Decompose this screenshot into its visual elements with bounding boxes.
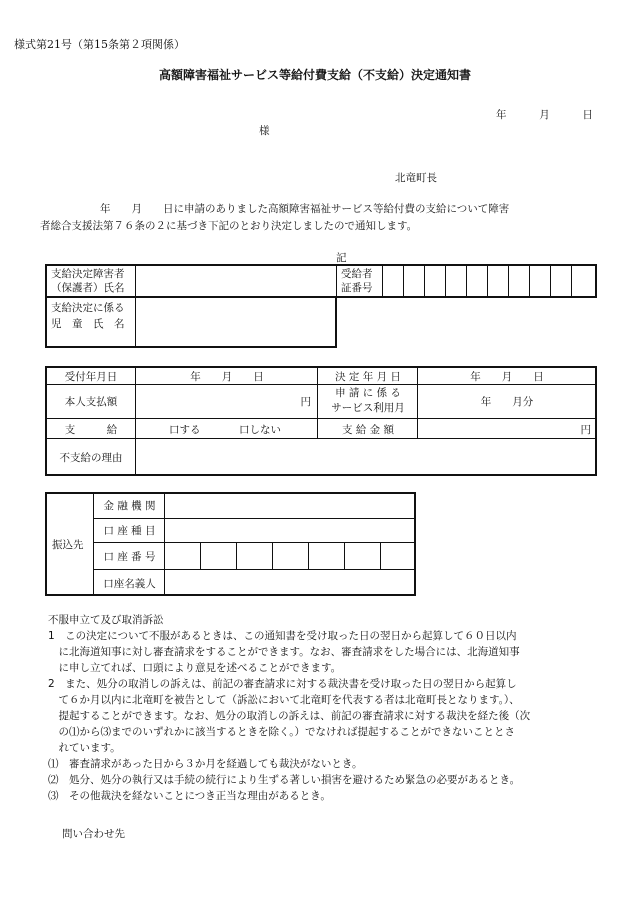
child-name-label bbox=[51, 300, 125, 332]
note-line: 1 この決定について不服があるときは、この通知書を受け取った日の翌日から起算して６０日以内 bbox=[48, 630, 517, 642]
payment-label: 支 給 bbox=[64, 424, 118, 436]
date-line bbox=[496, 107, 593, 122]
appeal-heading: 不服申立て及び取消訴訟 bbox=[48, 614, 164, 626]
certificate-label-1: 受給者 bbox=[341, 268, 373, 280]
note-line: ⑴ 審査請求があった日から３か月を経過しても裁決がないとき。 bbox=[48, 758, 363, 770]
account-type-label: 口 座 種 目 bbox=[103, 525, 156, 537]
payment-amount-label: 支 給 金 額 bbox=[341, 424, 394, 436]
decision-table bbox=[45, 366, 597, 476]
self-pay-yen[interactable]: 円 bbox=[300, 396, 311, 408]
child-name-field[interactable] bbox=[137, 298, 334, 346]
addressee-suffix: 様 bbox=[259, 125, 270, 137]
account-holder-label: 口座名義人 bbox=[103, 578, 156, 590]
child-name-label-1: 支給決定に係る bbox=[51, 302, 125, 314]
payment-no-option[interactable]: 口しない bbox=[239, 424, 281, 436]
account-number-boxes[interactable] bbox=[164, 542, 416, 569]
note-line: れています。 bbox=[48, 742, 121, 754]
decision-date-label: 決 定 年 月 日 bbox=[335, 371, 401, 383]
date-day: 日 bbox=[582, 109, 593, 121]
certificate-label-2: 証番号 bbox=[341, 282, 373, 294]
payment-yes-option[interactable]: 口する bbox=[169, 424, 201, 436]
date-year: 年 bbox=[496, 109, 507, 121]
received-date-value[interactable]: 年 月 日 bbox=[190, 371, 264, 383]
note-line: の⑴から⑶までのいずれかに該当するときを除く。）でなければ提起することができないこととさ bbox=[48, 726, 516, 738]
recipient-name-label bbox=[51, 267, 125, 295]
non-payment-reason-label: 不支給の理由 bbox=[59, 452, 123, 464]
recipient-name-field[interactable] bbox=[137, 266, 334, 296]
non-payment-reason-field[interactable] bbox=[137, 440, 593, 472]
form-number: 様式第21号（第15条第２項関係） bbox=[14, 38, 185, 51]
appeal-notes bbox=[48, 612, 608, 804]
self-pay-label: 本人支払額 bbox=[64, 396, 118, 408]
recipient-name-label-1: 支給決定障害者 bbox=[51, 268, 125, 280]
note-line: に北海道知事に対し審査請求をすることができます。なお、審査請求をした場合には、北海道知事 bbox=[48, 646, 520, 658]
service-month-value[interactable]: 年 月分 bbox=[480, 396, 534, 408]
issuer: 北竜町長 bbox=[395, 172, 437, 184]
note-line: に申し立てれば、口頭により意見を述べることができます。 bbox=[48, 662, 342, 674]
note-line: 2 また、処分の取消しの訴えは、前記の審査請求に対する裁決書を受け取った日の翌日から起算し bbox=[48, 678, 517, 690]
document-title: 高額障害福祉サービス等給付費支給（不支給）決定通知書 bbox=[158, 68, 471, 82]
certificate-number-boxes[interactable] bbox=[382, 264, 597, 298]
account-holder-field[interactable] bbox=[166, 570, 414, 594]
certificate-label bbox=[341, 267, 373, 295]
decision-date-value[interactable]: 年 月 日 bbox=[470, 371, 544, 383]
transfer-table bbox=[45, 492, 416, 596]
account-type-field[interactable] bbox=[166, 519, 414, 541]
service-month-label-2: サービス利用月 bbox=[331, 402, 405, 414]
note-line: ⑶ その他裁決を経ないことにつき正当な理由があるとき。 bbox=[48, 790, 331, 802]
intro-line-2: 者総合支援法第７６条の２に基づき下記のとおり決定しましたので通知します。 bbox=[40, 220, 418, 232]
ki-mark: 記 bbox=[336, 252, 347, 264]
note-line: ⑵ 処分、処分の執行又は手続の続行により生ずる著しい損害を避けるため緊急の必要があるとき。 bbox=[48, 774, 521, 786]
note-line: て６か月以内に北竜町を被告として（訴訟において北竜町を代表する者は北竜町長となります。）、 bbox=[48, 694, 520, 706]
transfer-label: 振込先 bbox=[52, 539, 84, 551]
note-line: 提起することができます。なお、処分の取消しの訴えは、前記の審査請求に対する裁決を経た後（次 bbox=[48, 710, 531, 722]
service-month-label bbox=[319, 386, 417, 416]
received-date-label: 受付年月日 bbox=[64, 371, 118, 383]
recipient-name-label-2: （保護者）氏名 bbox=[51, 282, 125, 294]
bank-field[interactable] bbox=[166, 494, 414, 517]
account-number-label: 口 座 番 号 bbox=[103, 551, 156, 563]
intro-line-1: 年 月 日に申請のありました高額障害福祉サービス等給付費の支給について障害 bbox=[100, 203, 510, 215]
date-month: 月 bbox=[539, 109, 550, 121]
child-name-label-2: 児 童 氏 名 bbox=[51, 318, 125, 330]
contact-label: 問い合わせ先 bbox=[62, 828, 125, 840]
bank-label: 金 融 機 関 bbox=[103, 500, 156, 512]
service-month-label-1: 申 請 に 係 る bbox=[335, 387, 401, 399]
applicant-table bbox=[45, 264, 597, 348]
payment-amount-yen[interactable]: 円 bbox=[580, 424, 591, 436]
